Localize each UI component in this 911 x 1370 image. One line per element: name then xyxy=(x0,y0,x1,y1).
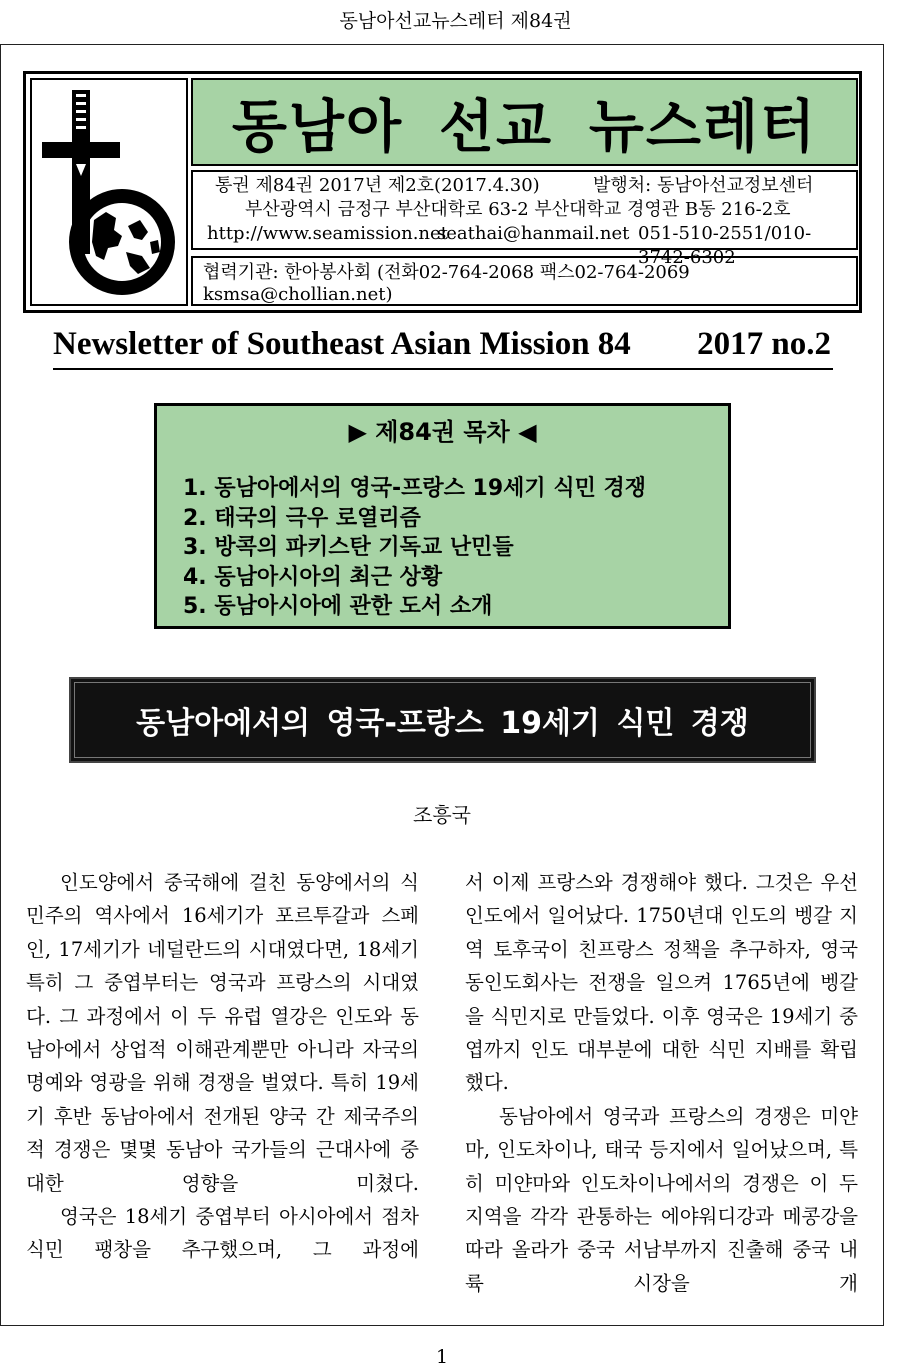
issue-info: 통권 제84권 2017년 제2호(2017.4.30) xyxy=(215,175,540,196)
email-link[interactable]: seathai@hanmail.net xyxy=(437,223,630,244)
newsletter-title: 동남아 선교 뉴스레터 xyxy=(231,94,818,160)
newsletter-title-box xyxy=(191,78,858,166)
article-column-right xyxy=(465,866,858,1300)
publisher: 발행처: 동남아선교정보센터 xyxy=(593,175,814,196)
address: 부산광역시 금정구 부산대학로 63-2 부산대학교 경영관 B동 216-2호 xyxy=(245,199,791,220)
toc-list xyxy=(183,474,646,622)
toc-item[interactable]: 4. 동남아시아의 최근 상황 xyxy=(183,564,443,590)
english-title-issue: 2017 no.2 xyxy=(697,326,831,362)
article-title-banner xyxy=(69,677,816,763)
article-column-left xyxy=(26,866,419,1267)
cooperation-text: 협력기관: 한아봉사회 (전화02-764-2068 팩스02-764-2069 ksmsa@chollian.net) xyxy=(203,261,690,305)
toc-heading: ▶ 제84권 목차 ◀ xyxy=(348,418,537,446)
page-number: 1 xyxy=(435,1346,449,1368)
paragraph: 인도양에서 중국해에 걸친 동양에서의 식민주의 역사에서 16세기가 포르투갈과 스페인, 17세기가 네덜란드의 시대였다면, 18세기 특히 그 중엽부터는 영국과 프랑스의 시대였다. 그 과정에서 이 두 유럽 열강은 인도와 동남아에서 상업적 이해관계뿐만 아니라 자국의 명예와 영광을 위해 경쟁을 벌였다. 특히 19세기 후반 동남아에서 전개된 양국 간 제국주의적 경쟁은 몇몇 동남아 국가들의 근대사에 중대한 영향을 미쳤다. xyxy=(26,871,419,1195)
english-title xyxy=(53,326,833,370)
running-header: 동남아선교뉴스레터 제84권 xyxy=(339,10,572,32)
toc-item[interactable]: 1. 동남아에서의 영국-프랑스 19세기 식민 경쟁 xyxy=(183,476,646,501)
toc-item[interactable]: 2. 태국의 극우 로열리즘 xyxy=(183,505,421,531)
paragraph: 동남아에서 영국과 프랑스의 경쟁은 미얀마, 인도차이나, 태국 등지에서 일어났으며, 특히 미얀마와 인도차이나에서의 경쟁은 이 두 지역을 각각 관통하는 에야워디강과 메콩강을 따라 올라가 중국 서남부까지 진출해 중국 내륙 시장을 개 xyxy=(465,1104,858,1295)
paragraph: 서 이제 프랑스와 경쟁해야 했다. 그것은 우선 인도에서 일어났다. 1750년대 인도의 벵갈 지역 토후국이 친프랑스 정책을 추구하자, 영국동인도회사는 전쟁을 일으켜 1765년에 벵갈을 식민지로 만들었다. 이후 영국은 19세기 중엽까지 인도 대부분에 대한 식민 지배를 확립했다. xyxy=(465,871,858,1095)
website-link[interactable]: http://www.seamission.net xyxy=(207,223,448,244)
masthead xyxy=(23,71,862,313)
publication-info xyxy=(191,170,858,268)
article-author: 조흥국 xyxy=(413,803,471,827)
logo xyxy=(30,78,188,306)
table-of-contents xyxy=(154,403,731,629)
toc-item[interactable]: 3. 방콕의 파키스탄 기독교 난민들 xyxy=(183,535,514,560)
paragraph: 영국은 18세기 중엽부터 아시아에서 점차 식민 팽창을 추구했으며, 그 과정에 xyxy=(26,1205,419,1262)
phone-number: 051-510-2551/010-3742-6302 xyxy=(638,223,812,268)
toc-item[interactable]: 5. 동남아시아에 관한 도서 소개 xyxy=(183,594,493,619)
mission-logo-icon xyxy=(32,80,186,304)
english-title-name: Newsletter of Southeast Asian Mission 84 xyxy=(53,326,631,362)
article-title: 동남아에서의 영국-프랑스 19세기 식민 경쟁 xyxy=(136,706,749,741)
cooperation-info xyxy=(191,256,858,306)
